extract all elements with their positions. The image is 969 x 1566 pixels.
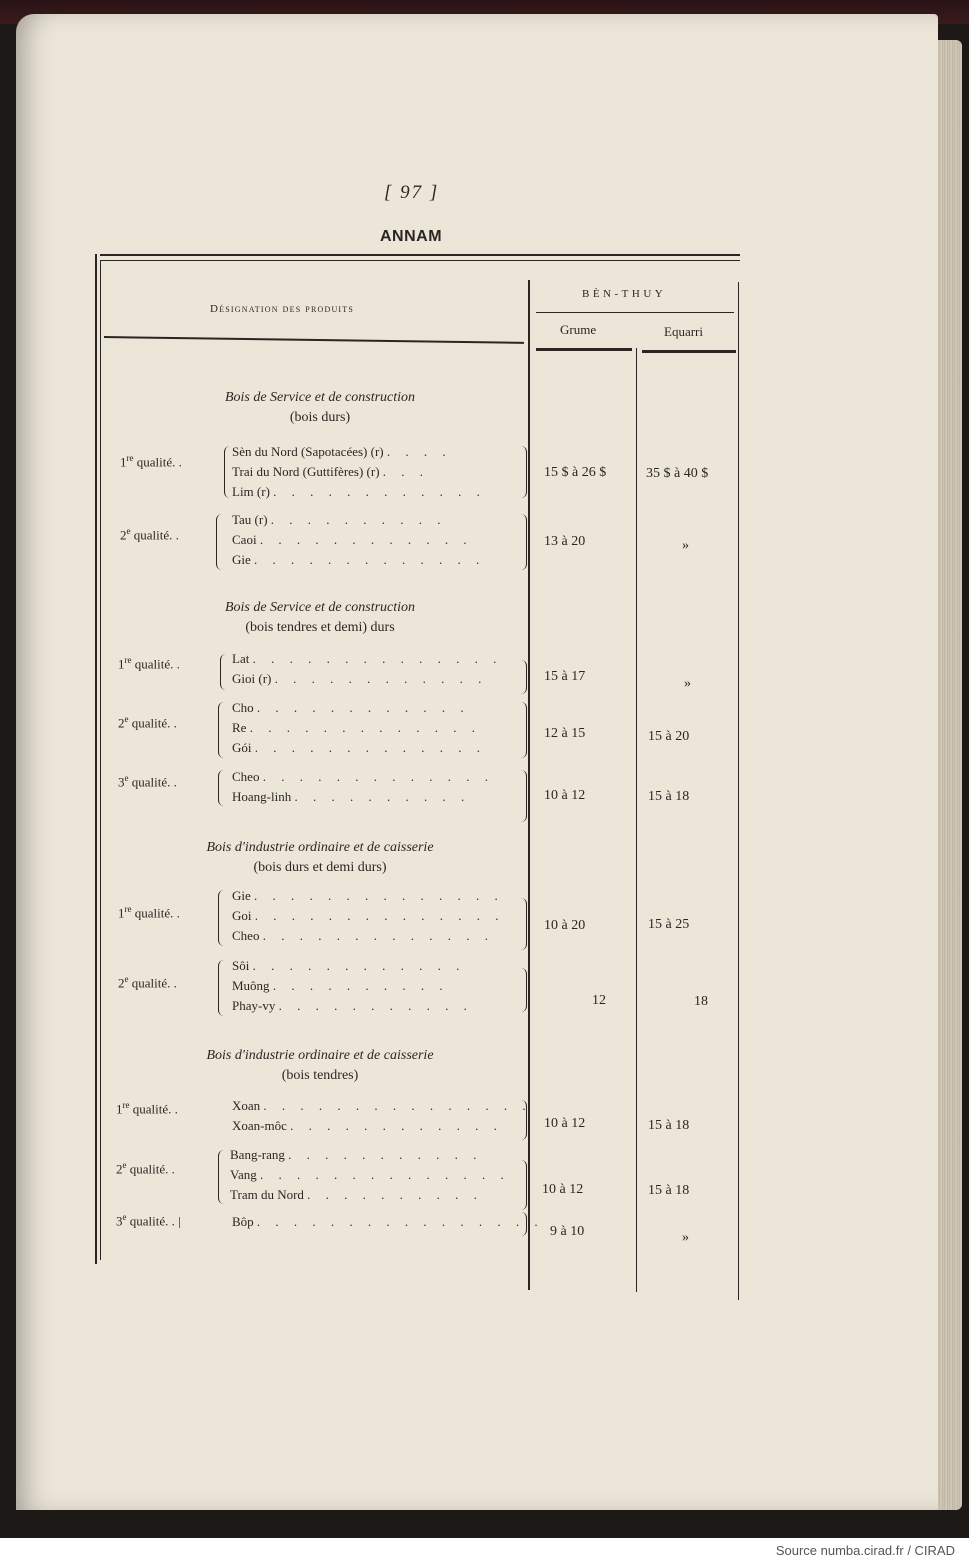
list-item: Muông . . . . . . . . . . [232,978,449,993]
section-title: Bois de Service et de construction [224,600,416,615]
quality-label: 1re qualité. . [120,453,182,470]
list-item: Bôp . . . . . . . . . . . . . . . . [232,1214,544,1229]
brace-left [220,654,227,690]
table-left-rule-thin [100,260,101,1260]
list-item: Sôi . . . . . . . . . . . . [232,958,466,973]
list-item: Gioi (r) . . . . . . . . . . . . [232,671,488,686]
brace-right [520,446,527,498]
source-credit: Source numba.cirad.fr / CIRAD [775,1543,955,1558]
table-left-rule [95,254,97,1264]
price-grume: 15 à 17 [544,669,586,684]
list-item: Cheo . . . . . . . . . . . . . [232,769,494,784]
section-title: Bois d'industrie ordinaire et de caisserie [206,1048,434,1063]
price-grume: 10 à 12 [542,1182,584,1197]
header-grume-underline [536,348,632,351]
brace-left [218,702,225,758]
price-equarri: » [682,538,689,553]
list-item: Gie . . . . . . . . . . . . . [232,552,486,567]
brace-right [520,1100,527,1140]
list-item: Lim (r) . . . . . . . . . . . . [232,484,486,499]
brace-left [224,446,231,498]
list-item: Hoang-linh . . . . . . . . . . [232,789,471,804]
list-item: Re . . . . . . . . . . . . . [232,720,481,735]
quality-label: 1re qualité. . [118,904,180,921]
price-grume: 12 à 15 [544,726,586,741]
price-grume: 12 [592,993,606,1008]
section-subtitle: (bois tendres et demi) durs [245,620,395,635]
section-title: Bois d'industrie ordinaire et de caisserie [206,840,434,855]
list-item: Xoan . . . . . . . . . . . . . . . [232,1098,532,1113]
item-list [232,442,486,502]
list-item: Gie . . . . . . . . . . . . . . [232,888,504,903]
brace-left [218,890,225,946]
brace-right [520,1160,527,1210]
header-place-underline [536,312,734,313]
list-item: Xoan-môc . . . . . . . . . . . . [232,1118,503,1133]
price-grume: 10 à 20 [544,918,586,933]
brace-left [218,1150,225,1204]
brace-left [216,514,223,570]
header-grume: Grume [560,322,597,337]
brace-right [520,968,527,1012]
book-page [16,14,938,1510]
section-heading [110,388,530,428]
price-grume: 9 à 10 [550,1224,585,1239]
list-item: Tram du Nord . . . . . . . . . . [230,1187,483,1202]
list-item: Sèn du Nord (Sapotacées) (r) . . . . [232,444,452,459]
price-equarri: 15 à 18 [648,1118,690,1133]
list-item: Goi . . . . . . . . . . . . . . [232,908,505,923]
section-heading [110,598,530,638]
quality-label: 1re qualité. . [118,655,180,672]
price-equarri: 35 $ à 40 $ [646,466,709,481]
price-equarri: 18 [694,994,708,1009]
section-title: Bois de Service et de construction [224,390,416,405]
price-equarri: » [682,1230,689,1245]
section-heading [110,838,530,878]
header-equarri: Equarri [664,324,703,339]
quality-label: 2e qualité. . [118,714,177,731]
item-list [232,649,502,689]
price-equarri: 15 à 18 [648,789,690,804]
column-divider-2 [636,348,637,1292]
brace-left [218,960,225,1016]
price-grume: 10 à 12 [544,788,586,803]
item-list [232,510,485,570]
section-heading [110,1046,530,1086]
list-item: Bang-rang . . . . . . . . . . . [230,1147,483,1162]
brace-right [520,898,527,950]
price-grume: 10 à 12 [544,1116,586,1131]
column-divider-1 [528,280,530,1290]
item-list [230,1145,510,1205]
quality-label: 2e qualité. . [116,1160,175,1177]
list-item: Trai du Nord (Guttifères) (r) . . . [232,464,430,479]
item-list [232,767,494,807]
price-equarri: 15 à 18 [648,1183,690,1198]
brace-left [218,770,225,806]
quality-label: 3e qualité. . [118,773,177,790]
section-subtitle: (bois tendres) [281,1068,359,1083]
list-item: Lat . . . . . . . . . . . . . . [232,651,503,666]
page-number: [ 97 ] [384,182,440,203]
brace-right [520,1212,527,1236]
section-subtitle: (bois durs et demi durs) [253,860,387,875]
price-grume: 15 $ à 26 $ [544,465,607,480]
quality-label: 2e qualité. . [118,974,177,991]
item-list [232,1212,544,1232]
table-top-rule [100,254,740,256]
brace-right [520,514,527,570]
region-title: ANNAM [380,228,443,245]
list-item: Vang . . . . . . . . . . . . . . [230,1167,510,1182]
header-place: BÈN-THUY [582,288,667,300]
list-item: Tau (r) . . . . . . . . . . [232,512,447,527]
item-list [232,1096,532,1136]
price-equarri: 15 à 25 [648,917,690,932]
table-right-rule [738,282,739,1300]
header-designation: Désignation des produits [210,303,355,315]
table-top-rule-thin [100,260,740,261]
price-equarri: » [684,676,691,691]
section-subtitle: (bois durs) [289,410,351,425]
brace-right [520,770,527,822]
item-list [232,886,505,946]
quality-label: 3e qualité. . | [116,1212,181,1229]
quality-label: 1re qualité. . [116,1100,178,1117]
price-equarri: 15 à 20 [648,729,690,744]
brace-right [520,660,527,694]
list-item: Phay-vy . . . . . . . . . . . [232,998,473,1013]
price-grume: 13 à 20 [544,534,586,549]
list-item: Cho . . . . . . . . . . . . [232,700,470,715]
item-list [232,956,473,1016]
list-item: Cheo . . . . . . . . . . . . . [232,928,494,943]
header-equarri-underline [642,350,736,353]
brace-right [520,702,527,758]
list-item: Caoi . . . . . . . . . . . . [232,532,473,547]
item-list [232,698,486,758]
quality-label: 2e qualité. . [120,526,179,543]
list-item: Gói . . . . . . . . . . . . . [232,740,486,755]
